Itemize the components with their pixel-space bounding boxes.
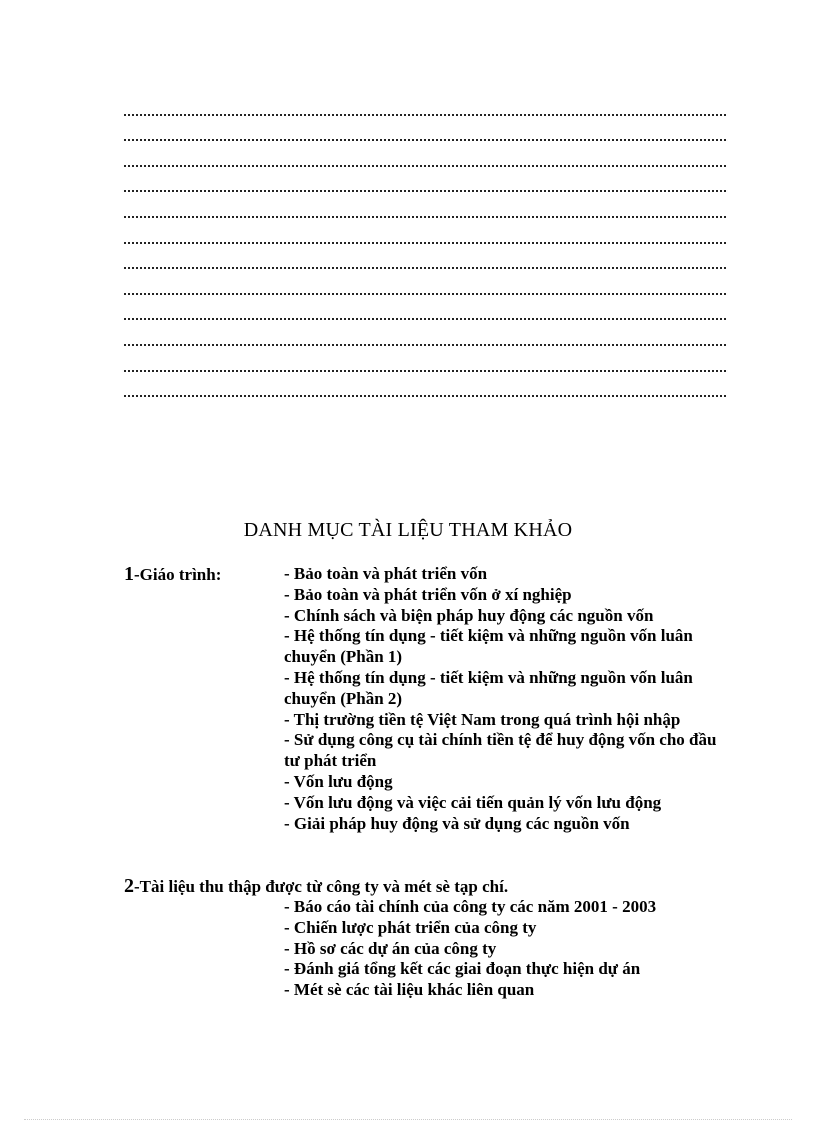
dotted-lines-block <box>124 96 726 403</box>
list-item: - Vốn lưu động và việc cải tiến quản lý vốn lưu động <box>284 792 662 812</box>
list-item: - Báo cáo tài chính của công ty các năm 2001 - 2003 <box>284 897 657 916</box>
section-2-heading <box>124 875 508 898</box>
page-title: DANH MỤC TÀI LIỆU THAM KHẢO <box>243 519 573 541</box>
dotted-line <box>124 122 726 148</box>
list-item: - Hệ thống tín dụng - tiết kiệm và những nguồn vốn luân chuyển (Phần 1) <box>284 626 693 667</box>
dotted-line <box>124 147 726 173</box>
dotted-line <box>124 224 726 250</box>
section-1-number: 1 <box>124 563 134 585</box>
list-item: - Vốn lưu động <box>284 771 393 791</box>
section-1-heading <box>124 563 221 586</box>
dotted-line <box>124 250 726 276</box>
list-item: - Mét sè các tài liệu khác liên quan <box>284 980 535 1000</box>
page-bottom-rule <box>24 1119 792 1120</box>
section-2-list <box>284 897 734 1001</box>
dotted-line <box>124 198 726 224</box>
dotted-line <box>124 173 726 199</box>
list-item: - Sử dụng công cụ tài chính tiền tệ để huy động vốn cho đầu tư phát triển <box>284 730 717 771</box>
dotted-line <box>124 275 726 301</box>
dotted-line <box>124 301 726 327</box>
list-item: - Chính sách và biện pháp huy động các nguồn vốn <box>284 605 654 625</box>
section-1-list <box>284 564 734 834</box>
list-item: - Hệ thống tín dụng - tiết kiệm và những nguồn vốn luân chuyển (Phần 2) <box>284 667 693 708</box>
list-item: - Bảo toàn và phát triển vốn ở xí nghiệp <box>284 584 572 604</box>
list-item: - Thị trường tiền tệ Việt Nam trong quá trình hội nhập <box>284 709 681 729</box>
list-item: - Chiến lược phát triển của công ty <box>284 917 537 937</box>
list-item: - Giải pháp huy động và sử dụng các nguồn vốn <box>284 813 630 833</box>
list-item: - Bảo toàn và phát triển vốn <box>284 564 488 583</box>
dotted-line <box>124 326 726 352</box>
section-2-number: 2 <box>124 875 134 897</box>
dotted-line <box>124 96 726 122</box>
list-item: - Đánh giá tổng kết các giai đoạn thực hiện dự án <box>284 959 641 979</box>
dotted-line <box>124 352 726 378</box>
list-item: - Hồ sơ các dự án của công ty <box>284 938 497 958</box>
section-2-label: -Tài liệu thu thập được từ công ty và mét sè tạp chí. <box>134 877 509 896</box>
dotted-line <box>124 378 726 404</box>
section-1-label: -Giáo trình: <box>134 565 222 584</box>
